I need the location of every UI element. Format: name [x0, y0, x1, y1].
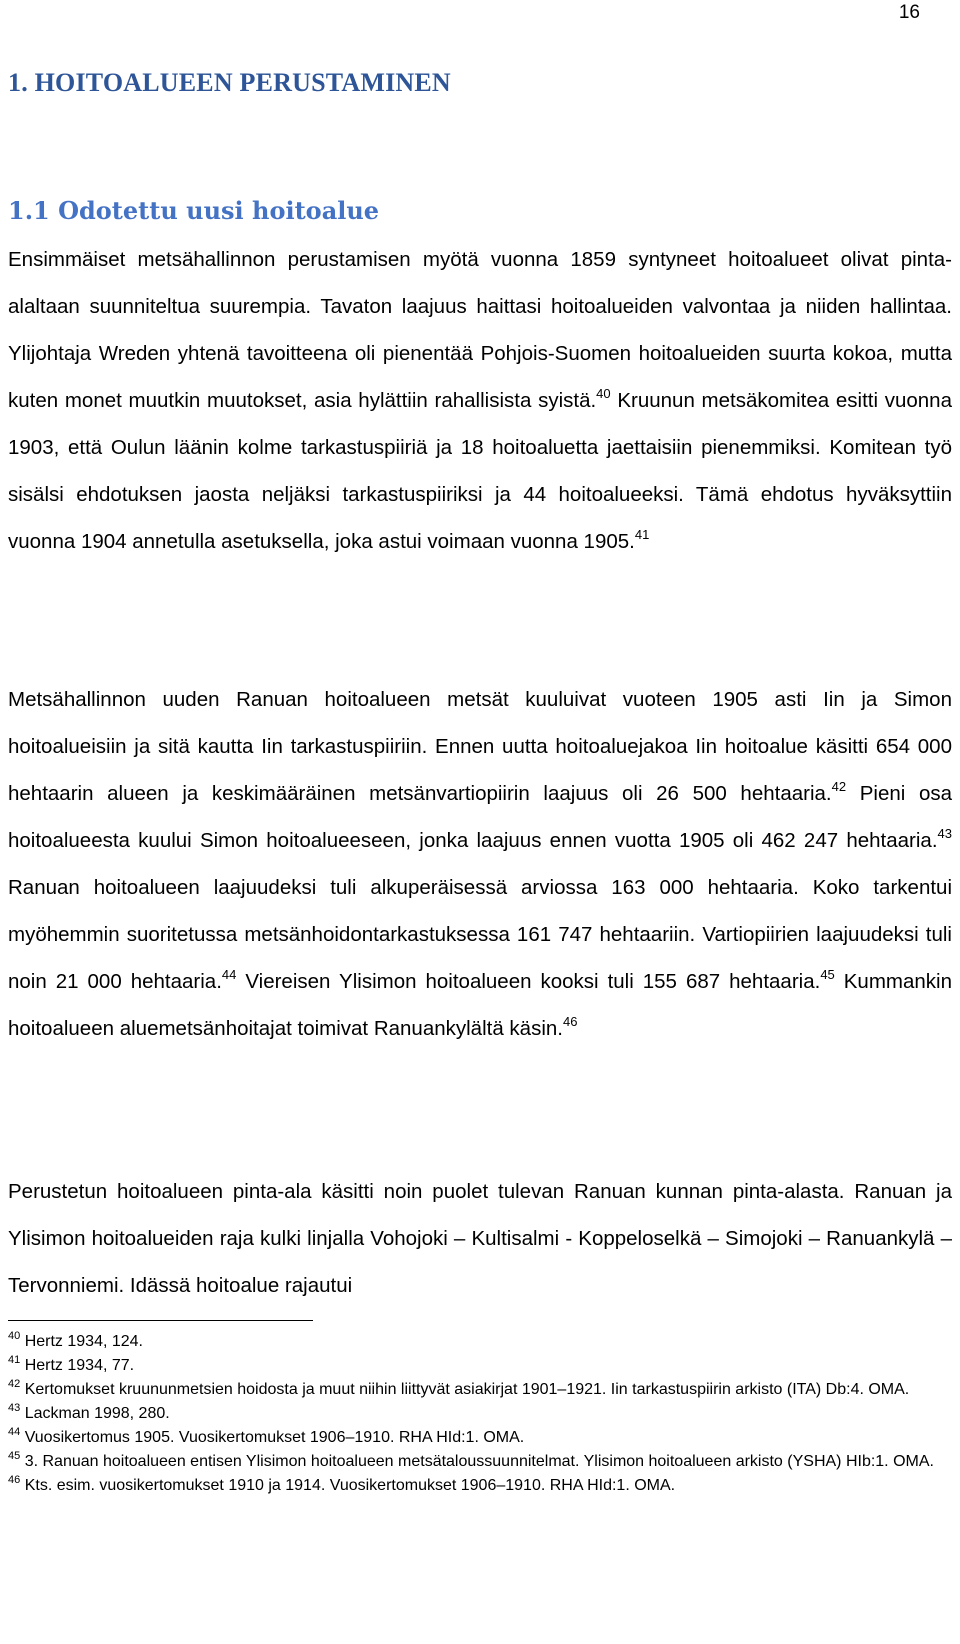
footnote-text: Kts. esim. vuosikertomukset 1910 ja 1914. Vuosikertomukset 1906–1910. RHA HId:1. OMA.	[24, 1477, 676, 1494]
footnote-text: 3. Ranuan hoitoalueen entisen Ylisimon hoitoalueen metsätaloussuunnitelmat. Ylisimon hoitoalueen arkisto (YSHA) HIb:1. OMA.	[24, 1453, 934, 1470]
footnote-ref-43[interactable]: 43	[937, 826, 952, 841]
footnote-number: 41	[8, 1354, 21, 1366]
footnote-number: 43	[8, 1402, 21, 1414]
footnote-text: Kertomukset kruununmetsien hoidosta ja muut niihin liittyvät asiakirjat 1901–1921. Iin tarkastuspiirin arkisto (ITA) Db:4. OMA.	[24, 1381, 910, 1398]
paragraph-1	[8, 236, 952, 565]
paragraph-2-text-2: Pieni osa hoitoalueesta kuului Simon hoitoalueeseen, jonka laajuus ennen vuotta 1905 oli 462 247 hehtaaria.	[8, 782, 953, 852]
footnote-number: 40	[8, 1330, 21, 1342]
footnote-ref-42[interactable]: 42	[831, 779, 847, 794]
paragraph-3-text-1: Perustetun hoitoalueen pinta-ala käsitti noin puolet tulevan Ranuan kunnan pinta-alasta. Ranuan ja Ylisimon hoitoalueiden raja kulki linjalla Vohojoki – Kultisalmi - Koppeloselkä – Simojoki – Ranuankylä – Tervonniemi. Idässä hoitoalue rajautui	[8, 1180, 952, 1297]
footnote-ref-46[interactable]: 46	[562, 1014, 578, 1029]
footnote-43	[8, 1402, 952, 1426]
footnote-text: Hertz 1934, 77.	[24, 1357, 135, 1374]
footnote-number: 44	[8, 1426, 21, 1438]
chapter-heading: 1. HOITOALUEEN PERUSTAMINEN	[8, 68, 451, 97]
paragraph-2-text-5: Kummankin hoitoalueen aluemetsänhoitajat toimivat Ranuankylältä käsin.	[8, 970, 952, 1040]
footnote-42	[8, 1378, 952, 1402]
footnote-45	[8, 1450, 952, 1474]
footnote-separator	[8, 1320, 313, 1321]
footnote-number: 45	[8, 1450, 21, 1462]
section-heading: 1.1 Odotettu uusi hoitoalue	[8, 196, 380, 225]
footnote-number: 42	[8, 1378, 21, 1390]
footnote-46	[8, 1474, 952, 1498]
footnote-list	[8, 1330, 952, 1498]
footnote-text: Lackman 1998, 280.	[24, 1405, 170, 1422]
paragraph-1-text-1: Ensimmäiset metsähallinnon perustamisen myötä vuonna 1859 syntyneet hoitoalueet olivat pinta-alaltaan suunniteltua suurempia. Tavaton laajuus haittasi hoitoalueiden valvontaa ja niiden hallintaa. Ylijohtaja Wreden yhtenä tavoitteena oli pienentää Pohjois-Suomen hoitoalueiden suurta kokoa, mutta kuten monet muutkin muutokset, asia hylättiin rahallisista syistä.	[8, 248, 952, 412]
paragraph-3	[8, 1168, 952, 1309]
footnote-text: Hertz 1934, 124.	[24, 1333, 143, 1350]
paragraph-2-text-3: Ranuan hoitoalueen laajuudeksi tuli alkuperäisessä arviossa 163 000 hehtaaria. Koko tarkentui myöhemmin suoritetussa metsänhoidontarkastuksessa 161 747 hehtaariin. Vartiopiirien laajuudeksi tuli noin 21 000 hehtaaria.	[8, 876, 952, 993]
footnote-ref-40[interactable]: 40	[596, 386, 611, 401]
footnote-ref-41[interactable]: 41	[634, 527, 650, 542]
footnote-ref-45[interactable]: 45	[820, 967, 835, 982]
paragraph-1-text-2: Kruunun metsäkomitea esitti vuonna 1903, että Oulun läänin kolme tarkastuspiiriä ja 18 hoitoaluetta jaettaisiin pienemmiksi. Komitean työ sisälsi ehdotuksen jaosta neljäksi tarkastuspiiriksi ja 44 hoitoalueeksi. Tämä ehdotus hyväksyttiin vuonna 1904 annetulla asetuksella, joka astui voimaan vuonna 1905.	[8, 389, 952, 553]
footnote-40	[8, 1330, 952, 1354]
footnote-number: 46	[8, 1474, 21, 1486]
paragraph-2	[8, 676, 952, 1052]
paragraph-2-text-4: Viereisen Ylisimon hoitoalueen kooksi tuli 155 687 hehtaaria.	[236, 970, 821, 993]
footnote-text: Vuosikertomus 1905. Vuosikertomukset 1906–1910. RHA HId:1. OMA.	[24, 1429, 525, 1446]
footnote-44	[8, 1426, 952, 1450]
page-number: 16	[898, 2, 920, 23]
footnote-ref-44[interactable]: 44	[221, 967, 237, 982]
footnote-41	[8, 1354, 952, 1378]
paragraph-2-text-1: Metsähallinnon uuden Ranuan hoitoalueen metsät kuuluivat vuoteen 1905 asti Iin ja Simon hoitoalueisiin ja sitä kautta Iin tarkastuspiiriin. Ennen uutta hoitoaluejakoa Iin hoitoalue käsitti 654 000 hehtaarin alueen ja keskimääräinen metsänvartiopiirin laajuus oli 26 500 hehtaaria.	[8, 688, 952, 805]
